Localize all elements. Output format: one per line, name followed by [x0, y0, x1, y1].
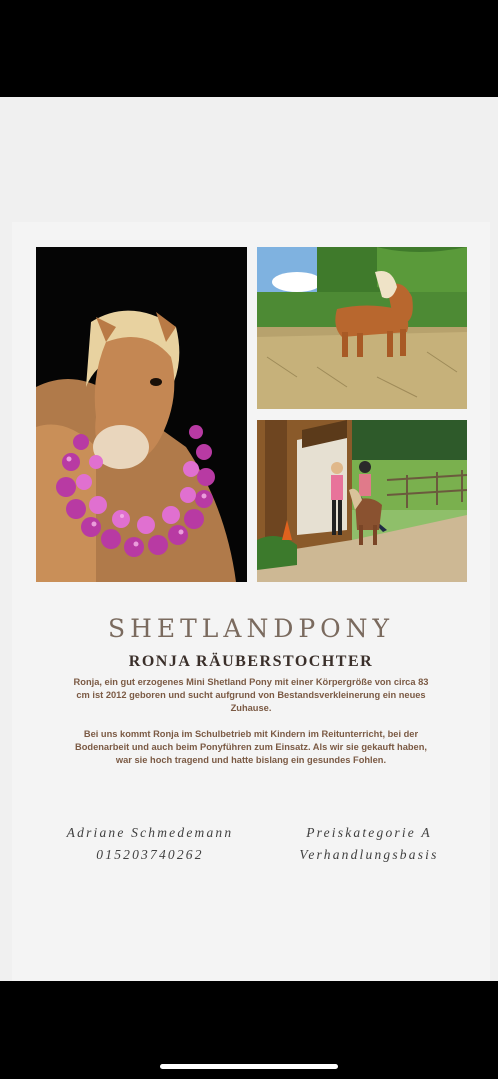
- flyer-content: [12, 125, 490, 895]
- contact-name: Adriane Schmedemann: [66, 825, 234, 840]
- description-paragraph-2: Bei uns kommt Ronja im Schulbetrieb mit Kindern im Reitunterricht, bei der Bodenarbeit und auch beim Ponyführen zum Einsatz. Als wir sie gekauft haben, war sie hoch tragend und hatte bislang ein gesundes Fohlen.: [75, 729, 427, 765]
- pony-portrait-photo: [36, 247, 247, 582]
- contact-block: [50, 822, 250, 866]
- home-indicator[interactable]: [160, 1064, 338, 1069]
- price-note: Verhandlungsbasis: [299, 847, 439, 862]
- description-paragraph-1: Ronja, ein gut erzogenes Mini Shetland Pony mit einer Körpergröße von circa 83 cm ist 2012 geboren und sucht aufgrund von Bestandsverkleinerung ein neues Zuhause.: [73, 677, 429, 713]
- riding-school-photo: [257, 420, 467, 582]
- pony-name: RONJA RÄUBERSTOCHTER: [128, 653, 374, 670]
- flyer-title: SHETLANDPONY: [107, 614, 395, 643]
- price-category: Preiskategorie A: [306, 825, 432, 840]
- pony-meadow-photo: [257, 247, 467, 409]
- top-black-bar: [0, 0, 498, 97]
- contact-phone: 015203740262: [96, 847, 204, 862]
- price-block: [284, 822, 454, 866]
